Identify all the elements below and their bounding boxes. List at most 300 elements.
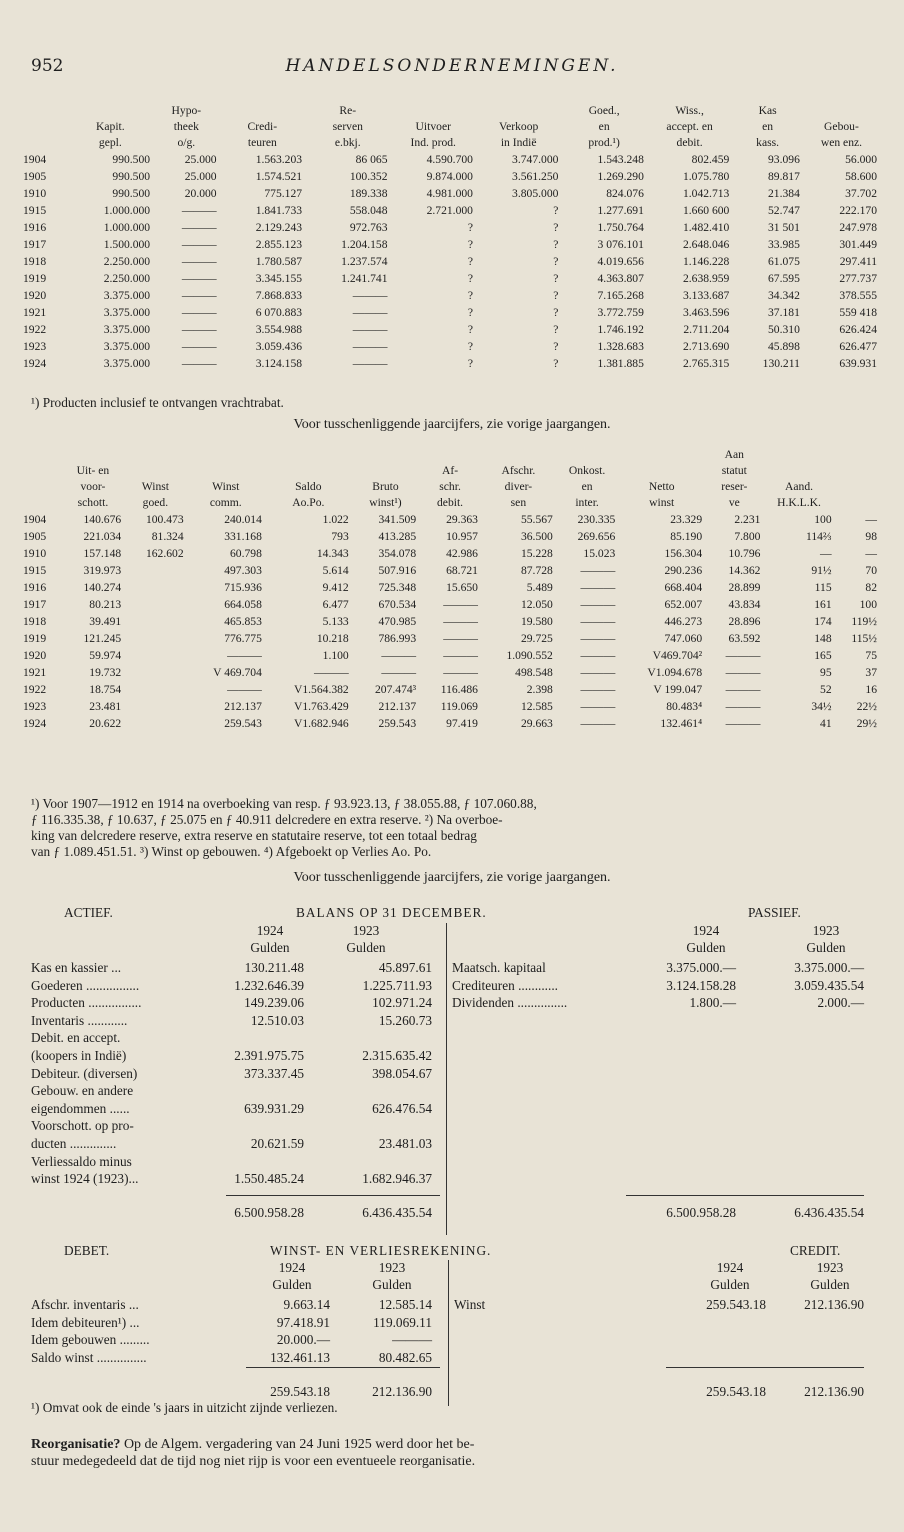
table-cell: 59.974 [89,649,122,662]
table-cell: 247.978 [839,221,877,234]
table-cell: 2.398 [526,683,553,696]
table-cell: 1.000.000 [103,204,151,217]
column-header [20,135,68,151]
table-row [20,681,880,698]
table1-note: Voor tusschenliggende jaarcijfers, zie vorige jaargangen. [293,417,611,432]
table-cell: 413.285 [378,530,417,543]
table-cell: 12.585 [520,700,553,713]
column-header: Credi- [247,120,278,133]
footnote-line: ¹) Voor 1907—1912 en 1914 na overboeking van resp. ƒ 93.923.13, ƒ 38.055.88, ƒ 107.060.88, [31,796,537,811]
unit-1924: Gulden [250,940,290,955]
column-header [419,447,481,463]
value-1924: 639.931.29 [244,1100,304,1116]
balance-divider [446,923,447,1235]
balance-title-right: PASSIEF. [748,905,801,920]
table-cell: 1.000.000 [103,221,151,234]
table-cell: 470.985 [378,615,417,628]
page-number: 952 [31,56,64,76]
value-1923: 1.682.946.37 [362,1171,432,1187]
table-cell: 4.363.807 [597,272,644,285]
year-1923: 1923 [352,923,380,938]
line-item-label: Kas en kassier ... [31,960,122,975]
table-cell: 3.805.000 [512,187,559,200]
table-cell: 559 418 [839,306,877,319]
table-row [20,287,880,304]
value-1923: 45.897.61 [378,960,432,975]
capital-table [20,103,880,372]
column-header: Saldo [295,480,322,493]
table-cell: 341.509 [378,513,417,526]
passief-total-1924: 6.500.958.28 [666,1205,736,1220]
passief-total-rule [626,1195,864,1196]
table-cell: 3.375.000 [103,323,151,336]
table-cell: V 469.704 [213,666,262,679]
table-cell: ——— [580,632,616,645]
table-cell: 2.765.315 [682,357,730,370]
table-cell: 60.798 [230,547,262,560]
table-cell: 331.168 [224,530,262,543]
pl-c-unit-1924: Gulden [710,1277,750,1292]
table-cell: 558.048 [349,204,388,217]
table-row [20,596,880,613]
value-1924: 149.239.06 [244,995,304,1011]
line-item-label: Winst [454,1297,486,1312]
profit-table [20,447,880,732]
column-header: H.K.L.K. [777,496,821,509]
table-cell: 130.211 [762,357,800,370]
table-cell: V1.564.382 [293,683,349,696]
table-cell [124,579,186,596]
table-cell: 89.817 [768,170,800,183]
column-header [481,447,556,463]
reorg-text-2: stuur medegedeeld dat de tijd nog niet rijp is voor een eventueele reorganisatie. [31,1454,476,1469]
table-cell: 29½ [856,717,877,730]
table-cell: ——— [580,598,616,611]
value-1923: 80.482.65 [378,1349,432,1365]
table-cell: ——— [725,717,761,730]
table-cell: 793 [331,530,349,543]
table-cell: 116.486 [440,683,478,696]
table-cell: 2.231 [734,513,761,526]
column-header: schott. [77,496,109,509]
column-header: Kapit. [96,120,125,133]
table-row [20,579,880,596]
table-cell: 25.000 [184,170,217,183]
row-year: 1918 [23,615,47,628]
unit-1923: Gulden [346,940,386,955]
table-cell: 140.676 [83,513,122,526]
table-cell: ——— [580,615,616,628]
line-item-label: Idem debiteuren¹) ... [31,1314,140,1330]
table-cell: 43.834 [728,598,761,611]
row-year: 1922 [23,323,47,336]
table-cell [124,596,186,613]
line-item-label: Crediteuren ............ [452,977,558,993]
table-cell: ——— [443,615,478,628]
column-header: goed. [142,496,169,509]
table-cell: 5.133 [322,615,349,628]
table-cell: 259.543 [378,717,417,730]
table-row [20,185,880,202]
table-cell: ——— [580,666,616,679]
pl-unit-1923: Gulden [372,1277,412,1292]
debet-total-1924: 259.543.18 [270,1384,330,1399]
table-cell: ? [467,238,473,251]
table-cell: ? [467,306,473,319]
value-1924: 373.337.45 [244,1065,304,1081]
table-cell: 29.663 [520,717,553,730]
table-cell: 42.986 [446,547,478,560]
header-row [20,479,880,495]
column-header: Ao.Po. [292,496,325,509]
table-cell: 36.500 [520,530,553,543]
value-1924: 97.418.91 [276,1314,330,1330]
table-cell: ? [467,255,473,268]
table-cell: 507.916 [378,564,417,577]
table-cell: 1.780.587 [255,255,303,268]
row-year: 1916 [23,581,47,594]
table-cell: 269.656 [577,530,616,543]
column-header: winst [649,496,675,509]
page-header [0,56,904,80]
table-cell: 34.342 [768,289,800,302]
value-1923: 15.260.73 [378,1012,432,1028]
table-cell: 747.060 [664,632,703,645]
table-cell: ——— [580,683,616,696]
row-year: 1921 [23,666,47,679]
column-header: ve [728,496,740,509]
table-row [20,698,880,715]
table-cell: 87.728 [520,564,553,577]
column-header [124,447,186,463]
table-cell: — [820,547,832,560]
table-cell: 33.985 [768,238,800,251]
column-header: schr. [439,480,461,493]
line-item-label: (koopers in Indië) [31,1048,127,1063]
column-header [265,447,352,463]
table-cell: ——— [580,564,616,577]
table-cell: 20.000 [184,187,217,200]
table-row [20,511,880,528]
table-cell: 6 070.883 [255,306,303,319]
column-header [835,447,880,463]
table-cell: 75 [865,649,877,662]
column-header: Ind. prod. [410,136,456,149]
table-cell [124,664,186,681]
table-cell: 1.146.228 [682,255,730,268]
pl-title-right: CREDIT. [790,1243,841,1258]
column-header: theek [173,120,199,133]
table-cell: 97.419 [446,717,478,730]
table-cell: 37.181 [768,306,800,319]
column-header [391,103,476,119]
table-cell: 56.000 [845,153,877,166]
table-cell: — [865,513,877,526]
table-cell: 990.500 [112,187,151,200]
table-cell: 25.000 [184,153,217,166]
value-1923: 212.136.90 [804,1297,864,1312]
table-cell: 1.750.764 [597,221,644,234]
table-cell: ? [553,306,559,319]
table-cell: 23.329 [670,513,703,526]
table-cell: 189.338 [349,187,388,200]
value-1923: 119.069.11 [373,1314,432,1330]
column-header: voor- [80,480,106,493]
table-cell: 28.899 [728,581,761,594]
table-cell: ——— [443,632,478,645]
table2-note: Voor tusschenliggende jaarcijfers, zie vorige jaargangen. [293,870,611,885]
column-header [835,495,880,511]
value-1924: 3.375.000.— [666,960,736,975]
column-header: sen [510,496,527,509]
table-row [20,219,880,236]
table-cell [124,613,186,630]
table-cell: 290.236 [664,564,703,577]
line-item-label: Maatsch. kapitaal [452,960,546,975]
column-header [20,103,68,119]
table-cell: 1.841.733 [255,204,303,217]
reorg-text-1: Op de Algem. vergadering van 24 Juni 1925 werd door het be- [123,1437,475,1452]
value-1924: 12.510.03 [250,1012,304,1028]
value-1923: 398.054.67 [372,1065,432,1081]
row-year: 1910 [23,547,47,560]
table-cell: 3.747.000 [512,153,559,166]
table-cell: 3 076.101 [597,238,644,251]
table-cell: 1.574.521 [255,170,303,183]
value-1924: 20.621.59 [250,1136,304,1151]
column-header [352,463,419,479]
table-cell: 1.277.691 [597,204,644,217]
p-year-1924: 1924 [692,923,720,938]
table-cell: ——— [181,340,217,353]
table-cell: ? [467,340,473,353]
reorganisation-paragraph [31,1436,871,1470]
row-year: 1915 [23,204,47,217]
table-cell: 668.404 [664,581,703,594]
table-cell: 802.459 [691,153,730,166]
reorg-line-1 [31,1436,871,1453]
column-header [835,463,880,479]
column-header [20,447,62,463]
column-header: kass. [756,136,780,149]
table-cell: 2.250.000 [103,255,151,268]
table-cell: 2.638.959 [682,272,730,285]
table-cell: 990.500 [112,153,151,166]
footnote-line: king van delcredere reserve, extra reserve en statutaire reserve, tot een totaal bedrag [31,828,477,843]
table-cell: 119½ [851,615,877,628]
column-header: statut [721,464,747,477]
column-header [763,463,834,479]
table-row [20,270,880,287]
running-title: HANDELSONDERNEMINGEN. [285,56,619,76]
column-header: debit. [676,136,703,149]
column-header: Af- [442,464,459,477]
table-cell: ? [553,221,559,234]
pl-year-1924: 1924 [278,1260,306,1275]
value-1923: 2.000.— [817,995,864,1011]
table-cell: ——— [352,306,388,319]
value-1923: 102.971.24 [372,995,432,1011]
row-year: 1919 [23,632,47,645]
table-cell: ——— [580,649,616,662]
balance-sheet [0,905,904,1235]
column-header [187,447,265,463]
column-header: e.bkj. [334,136,361,149]
row-year: 1924 [23,717,47,730]
p-unit-1923: Gulden [806,940,846,955]
table-cell: ——— [580,717,616,730]
row-year: 1916 [23,221,47,234]
column-header: en [762,120,774,133]
table-row [20,151,880,168]
column-header: Goed., [588,104,620,117]
table-cell: ——— [443,666,478,679]
table-cell: 824.076 [606,187,644,200]
table-cell: 212.137 [378,700,417,713]
line-item-label: Saldo winst ............... [31,1349,147,1365]
table-cell: 6.477 [322,598,349,611]
table-cell: 18.754 [89,683,122,696]
line-item-label: eigendommen ...... [31,1100,130,1116]
table-cell: 29.363 [446,513,478,526]
credit-total-1924: 259.543.18 [706,1384,766,1399]
table-cell: 100.473 [145,513,184,526]
column-header [476,103,561,119]
pl-divider [448,1260,449,1406]
table-cell: ——— [352,357,388,370]
header-row [20,463,880,479]
column-header: reser- [721,480,748,493]
table-cell: 2.711.204 [683,323,730,336]
column-header: gepl. [98,136,122,149]
column-header: wen enz. [820,136,863,149]
table-cell: ——— [725,700,761,713]
table-cell: 100.352 [349,170,388,183]
table-cell: V1.094.678 [647,666,703,679]
table-cell: 55.567 [520,513,553,526]
table-cell: 98 [865,530,877,543]
table-cell: 301.449 [839,238,877,251]
row-year: 1905 [23,530,47,543]
column-header [20,495,62,511]
table-cell: 626.477 [839,340,877,353]
table-cell: 1.269.290 [597,170,644,183]
value-1924: 259.543.18 [706,1297,766,1312]
line-item-label: Afschr. inventaris ... [31,1297,139,1312]
table-cell: 498.548 [515,666,553,679]
table-cell: ——— [181,306,217,319]
value-1923: ——— [392,1332,432,1347]
table-cell: 80.483⁴ [666,700,703,713]
column-header: accept. en [666,120,713,133]
header-row [20,447,880,463]
column-header [265,463,352,479]
table-cell: 7.165.268 [597,289,644,302]
table-cell: 39.491 [89,615,122,628]
table-cell: 3.375.000 [103,357,151,370]
value-1924: 2.391.975.75 [234,1048,304,1063]
table-cell: 81.324 [151,530,184,543]
table-cell: 68.721 [446,564,478,577]
table-cell: ——— [352,289,388,302]
pl-title-left: DEBET. [64,1243,110,1258]
column-header [124,463,186,479]
balance-title-center: BALANS OP 31 DECEMBER. [296,905,487,920]
table-cell: 148 [814,632,832,645]
table-cell: 2.250.000 [103,272,151,285]
table-cell: 115 [814,581,832,594]
table-cell: ——— [227,649,262,662]
table-cell: 10.218 [316,632,349,645]
table-cell: 1.381.885 [597,357,644,370]
table-cell: 626.424 [839,323,877,336]
value-1923: 3.059.435.54 [794,977,864,993]
column-header: Verkoop [499,120,539,133]
table-cell: 80.213 [89,598,122,611]
table-cell: 1.660 600 [682,204,730,217]
table-row [20,630,880,647]
table-cell: 3.345.155 [255,272,303,285]
pl-title-center: WINST- EN VERLIESREKENING. [270,1243,492,1258]
table-cell: 10.796 [728,547,761,560]
column-header: o/g. [177,136,196,149]
table-cell: 93.096 [768,153,800,166]
column-header: Netto [648,480,675,493]
table-cell: V1.682.946 [293,717,349,730]
table-cell: ? [553,323,559,336]
table-cell: ——— [181,238,217,251]
row-year: 1919 [23,272,47,285]
table-cell: ? [467,357,473,370]
row-year: 1923 [23,700,47,713]
table-cell: 1.100 [322,649,349,662]
table-cell: ——— [227,683,262,696]
table-cell: ——— [181,272,217,285]
p-year-1923: 1923 [812,923,840,938]
table-cell: 2.713.690 [682,340,730,353]
table-cell [124,647,186,664]
table-cell: 37 [865,666,877,679]
value-1924: 3.124.158.28 [666,977,736,993]
column-header [220,103,305,119]
value-1923: 23.481.03 [378,1136,432,1151]
table-cell: ? [553,272,559,285]
column-header: en [581,480,593,493]
column-header: Aand. [785,480,814,493]
table-cell: 465.853 [224,615,262,628]
table-cell: 990.500 [112,170,151,183]
line-item-label: Goederen ................ [31,977,140,993]
credit-total-1923: 212.136.90 [804,1384,864,1399]
table-cell: 95 [820,666,832,679]
table-cell: 497.303 [224,564,262,577]
table1-footnote: ¹) Producten inclusief te ontvangen vrachtrabat. [31,395,284,410]
actief-total-1924: 6.500.958.28 [234,1205,304,1220]
passief-total-1923: 6.436.435.54 [794,1205,864,1220]
table-cell: ? [553,357,559,370]
column-header: Gebou- [824,120,859,133]
table-cell: 3.375.000 [103,289,151,302]
column-header: serven [332,120,363,133]
column-header [618,463,705,479]
table-cell: 664.058 [224,598,262,611]
table-cell: ——— [725,683,761,696]
table-cell: 230.335 [577,513,616,526]
table-cell: ——— [181,255,217,268]
column-header [20,463,62,479]
table-cell: 21.384 [768,187,800,200]
table-cell: 1.090.552 [506,649,553,662]
